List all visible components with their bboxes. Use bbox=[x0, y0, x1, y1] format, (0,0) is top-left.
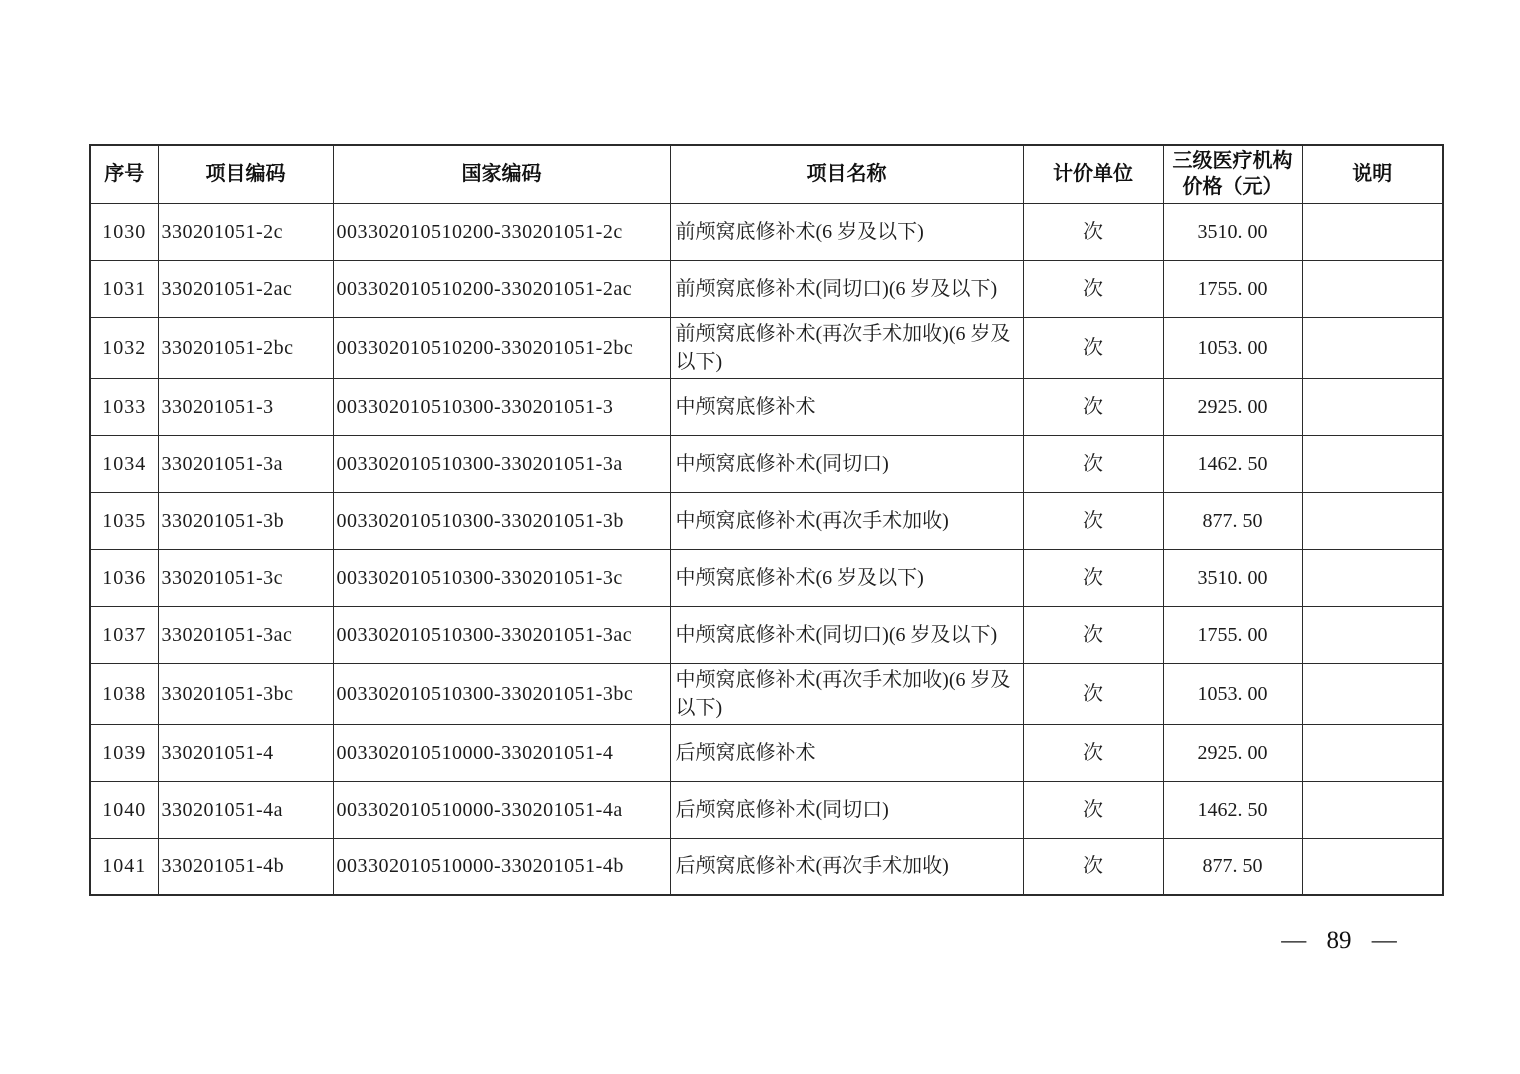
national-code-cell: 003302010510200-330201051-2c bbox=[333, 203, 670, 260]
table-row bbox=[90, 203, 1443, 260]
project-code-cell: 330201051-3c bbox=[158, 549, 333, 606]
price-cell: 1755. 00 bbox=[1163, 606, 1302, 663]
unit-cell: 次 bbox=[1023, 724, 1163, 781]
project-name-cell: 前颅窝底修补术(同切口)(6 岁及以下) bbox=[670, 260, 1023, 317]
row-index-cell: 1032 bbox=[90, 317, 158, 378]
project-code-cell: 330201051-3a bbox=[158, 435, 333, 492]
project-name-cell: 中颅窝底修补术(再次手术加收)(6 岁及以下) bbox=[670, 663, 1023, 724]
row-index-cell: 1039 bbox=[90, 724, 158, 781]
unit-cell: 次 bbox=[1023, 663, 1163, 724]
project-code-cell: 330201051-4 bbox=[158, 724, 333, 781]
unit-cell: 次 bbox=[1023, 549, 1163, 606]
price-cell: 3510. 00 bbox=[1163, 203, 1302, 260]
row-index-cell: 1034 bbox=[90, 435, 158, 492]
table-header-row bbox=[90, 145, 1443, 203]
unit-cell: 次 bbox=[1023, 378, 1163, 435]
table-body bbox=[90, 203, 1443, 895]
row-index-cell: 1038 bbox=[90, 663, 158, 724]
note-cell bbox=[1302, 549, 1443, 606]
project-code-cell: 330201051-3ac bbox=[158, 606, 333, 663]
note-cell bbox=[1302, 492, 1443, 549]
note-cell bbox=[1302, 663, 1443, 724]
table-row bbox=[90, 724, 1443, 781]
row-index-cell: 1033 bbox=[90, 378, 158, 435]
unit-cell: 次 bbox=[1023, 492, 1163, 549]
table-row bbox=[90, 549, 1443, 606]
unit-cell: 次 bbox=[1023, 260, 1163, 317]
project-name-cell: 中颅窝底修补术 bbox=[670, 378, 1023, 435]
note-cell bbox=[1302, 435, 1443, 492]
note-cell bbox=[1302, 724, 1443, 781]
table-row bbox=[90, 435, 1443, 492]
project-code-cell: 330201051-3bc bbox=[158, 663, 333, 724]
price-cell: 2925. 00 bbox=[1163, 724, 1302, 781]
col-header-project-name: 项目名称 bbox=[670, 145, 1023, 203]
project-code-cell: 330201051-2ac bbox=[158, 260, 333, 317]
national-code-cell: 003302010510300-330201051-3 bbox=[333, 378, 670, 435]
note-cell bbox=[1302, 606, 1443, 663]
project-name-cell: 后颅窝底修补术(再次手术加收) bbox=[670, 838, 1023, 895]
national-code-cell: 003302010510000-330201051-4b bbox=[333, 838, 670, 895]
project-code-cell: 330201051-2c bbox=[158, 203, 333, 260]
unit-cell: 次 bbox=[1023, 203, 1163, 260]
unit-cell: 次 bbox=[1023, 781, 1163, 838]
price-cell: 3510. 00 bbox=[1163, 549, 1302, 606]
table-row bbox=[90, 663, 1443, 724]
national-code-cell: 003302010510300-330201051-3bc bbox=[333, 663, 670, 724]
table-row bbox=[90, 606, 1443, 663]
note-cell bbox=[1302, 203, 1443, 260]
project-name-cell: 后颅窝底修补术 bbox=[670, 724, 1023, 781]
page-number: — 89 — bbox=[1281, 927, 1397, 954]
national-code-cell: 003302010510000-330201051-4a bbox=[333, 781, 670, 838]
row-index-cell: 1035 bbox=[90, 492, 158, 549]
project-name-cell: 前颅窝底修补术(6 岁及以下) bbox=[670, 203, 1023, 260]
col-header-project-code: 项目编码 bbox=[158, 145, 333, 203]
project-name-cell: 中颅窝底修补术(再次手术加收) bbox=[670, 492, 1023, 549]
row-index-cell: 1036 bbox=[90, 549, 158, 606]
unit-cell: 次 bbox=[1023, 435, 1163, 492]
table-row bbox=[90, 317, 1443, 378]
note-cell bbox=[1302, 781, 1443, 838]
note-cell bbox=[1302, 260, 1443, 317]
table-row bbox=[90, 492, 1443, 549]
national-code-cell: 003302010510300-330201051-3c bbox=[333, 549, 670, 606]
project-code-cell: 330201051-3b bbox=[158, 492, 333, 549]
unit-cell: 次 bbox=[1023, 838, 1163, 895]
table-row bbox=[90, 781, 1443, 838]
price-cell: 1755. 00 bbox=[1163, 260, 1302, 317]
note-cell bbox=[1302, 378, 1443, 435]
national-code-cell: 003302010510000-330201051-4 bbox=[333, 724, 670, 781]
col-header-price: 三级医疗机构价格（元） bbox=[1163, 145, 1302, 203]
project-name-cell: 前颅窝底修补术(再次手术加收)(6 岁及以下) bbox=[670, 317, 1023, 378]
price-cell: 877. 50 bbox=[1163, 492, 1302, 549]
project-code-cell: 330201051-4b bbox=[158, 838, 333, 895]
col-header-index: 序号 bbox=[90, 145, 158, 203]
row-index-cell: 1037 bbox=[90, 606, 158, 663]
project-name-cell: 中颅窝底修补术(同切口) bbox=[670, 435, 1023, 492]
project-code-cell: 330201051-4a bbox=[158, 781, 333, 838]
table-row bbox=[90, 260, 1443, 317]
unit-cell: 次 bbox=[1023, 317, 1163, 378]
price-cell: 2925. 00 bbox=[1163, 378, 1302, 435]
project-name-cell: 中颅窝底修补术(同切口)(6 岁及以下) bbox=[670, 606, 1023, 663]
project-code-cell: 330201051-3 bbox=[158, 378, 333, 435]
project-name-cell: 中颅窝底修补术(6 岁及以下) bbox=[670, 549, 1023, 606]
col-header-note: 说明 bbox=[1302, 145, 1443, 203]
row-index-cell: 1040 bbox=[90, 781, 158, 838]
col-header-national-code: 国家编码 bbox=[333, 145, 670, 203]
project-name-cell: 后颅窝底修补术(同切口) bbox=[670, 781, 1023, 838]
note-cell bbox=[1302, 838, 1443, 895]
national-code-cell: 003302010510200-330201051-2bc bbox=[333, 317, 670, 378]
note-cell bbox=[1302, 317, 1443, 378]
national-code-cell: 003302010510300-330201051-3ac bbox=[333, 606, 670, 663]
row-index-cell: 1041 bbox=[90, 838, 158, 895]
unit-cell: 次 bbox=[1023, 606, 1163, 663]
price-cell: 1053. 00 bbox=[1163, 663, 1302, 724]
col-header-unit: 计价单位 bbox=[1023, 145, 1163, 203]
national-code-cell: 003302010510300-330201051-3a bbox=[333, 435, 670, 492]
price-cell: 877. 50 bbox=[1163, 838, 1302, 895]
national-code-cell: 003302010510300-330201051-3b bbox=[333, 492, 670, 549]
medical-price-table bbox=[89, 144, 1444, 896]
table-row bbox=[90, 378, 1443, 435]
national-code-cell: 003302010510200-330201051-2ac bbox=[333, 260, 670, 317]
row-index-cell: 1030 bbox=[90, 203, 158, 260]
price-cell: 1053. 00 bbox=[1163, 317, 1302, 378]
project-code-cell: 330201051-2bc bbox=[158, 317, 333, 378]
table-row bbox=[90, 838, 1443, 895]
price-cell: 1462. 50 bbox=[1163, 435, 1302, 492]
row-index-cell: 1031 bbox=[90, 260, 158, 317]
price-cell: 1462. 50 bbox=[1163, 781, 1302, 838]
